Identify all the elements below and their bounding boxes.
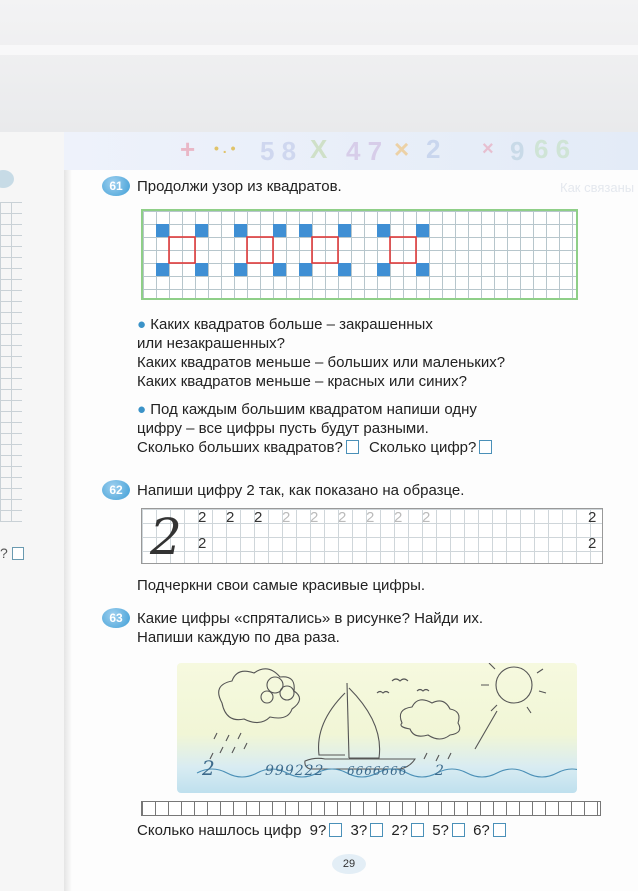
trace-digit: 2 xyxy=(366,509,375,526)
answer-box[interactable] xyxy=(329,823,342,837)
digit-3-label: 3? xyxy=(350,822,368,839)
blue-square xyxy=(299,263,312,276)
blue-square xyxy=(338,263,351,276)
red-square xyxy=(312,237,338,263)
blue-square xyxy=(156,263,169,276)
question-line: цифру – все цифры пусть будут разными. xyxy=(137,420,429,437)
question-text: Под каждым большим квадратом напиши одну xyxy=(150,401,477,418)
count-prompt: Сколько нашлось цифр xyxy=(137,822,302,839)
svg-text:2: 2 xyxy=(202,756,215,780)
bullet-icon: ● xyxy=(137,401,147,418)
scan-top-margin xyxy=(0,0,638,132)
page-number: 29 xyxy=(332,854,366,874)
answer-box[interactable] xyxy=(411,823,424,837)
page-fold-shadow xyxy=(64,132,72,891)
blue-square xyxy=(234,263,247,276)
digit-9-label: 9? xyxy=(309,822,327,839)
pattern-squares xyxy=(143,211,576,298)
question-text: Каких квадратов больше – закрашенных xyxy=(150,316,433,333)
answer-box[interactable] xyxy=(346,440,359,454)
exercise-63-badge: 63 xyxy=(102,608,130,628)
exercise-62-badge: 62 xyxy=(102,480,130,500)
exercise-61-title: Продолжи узор из квадратов. xyxy=(137,178,342,195)
trace-digit: 2 xyxy=(198,509,207,526)
exercise-61-badge: 61 xyxy=(102,176,130,196)
blue-square xyxy=(273,224,286,237)
bullet-icon: ● xyxy=(137,316,147,333)
question-line xyxy=(137,400,477,419)
digits-answer-row[interactable] xyxy=(141,801,601,816)
answer-box[interactable] xyxy=(479,440,492,454)
blue-square xyxy=(416,263,429,276)
question-text: Сколько больших квадратов? xyxy=(137,439,343,456)
left-page-grid xyxy=(0,202,22,522)
svg-text:2: 2 xyxy=(435,763,444,779)
left-page-edge xyxy=(0,132,65,891)
blue-square xyxy=(195,224,208,237)
answer-box[interactable] xyxy=(493,823,506,837)
left-exercise-badge xyxy=(0,170,14,188)
trace-digit: 2 xyxy=(198,535,207,552)
square-pattern-grid xyxy=(141,209,578,300)
bleed-text: Как связаны xyxy=(560,180,635,195)
exercise-63-title: Какие цифры «спрятались» в рисунке? Найди их. xyxy=(137,610,484,627)
question-text: Сколько цифр? xyxy=(368,439,477,456)
svg-text:6666666: 6666666 xyxy=(347,764,408,778)
blue-square xyxy=(377,263,390,276)
svg-text:999222: 999222 xyxy=(265,763,325,779)
left-answer-box[interactable] xyxy=(12,547,24,560)
digit-2-label: 2? xyxy=(391,822,409,839)
answer-box[interactable] xyxy=(452,823,465,837)
trace-digit: 2 xyxy=(588,535,597,552)
question-line: Каких квадратов меньше – красных или синих? xyxy=(137,373,468,390)
picture-drawing xyxy=(177,663,577,793)
trace-digit: 2 xyxy=(226,509,235,526)
answer-box[interactable] xyxy=(370,823,383,837)
trace-digit: 2 xyxy=(254,509,263,526)
sample-digit: 2 xyxy=(150,508,182,566)
hidden-digits-picture xyxy=(177,663,577,793)
trace-digit: 2 xyxy=(394,509,403,526)
question-line: Каких квадратов меньше – больших или маленьких? xyxy=(137,354,506,371)
exercise-62-title: Напиши цифру 2 так, как показано на образце. xyxy=(137,482,465,499)
blue-square xyxy=(234,224,247,237)
trace-digit: 2 xyxy=(310,509,319,526)
blue-square xyxy=(299,224,312,237)
blue-square xyxy=(338,224,351,237)
trace-digit: 2 xyxy=(282,509,291,526)
exercise-62-footer: Подчеркни свои самые красивые цифры. xyxy=(137,577,426,594)
blue-square xyxy=(416,224,429,237)
trace-digit: 2 xyxy=(588,509,597,526)
question-line xyxy=(137,438,492,457)
red-square xyxy=(169,237,195,263)
question-line: или незакрашенных? xyxy=(137,335,286,352)
count-line xyxy=(137,821,506,840)
digit-5-label: 5? xyxy=(432,822,449,839)
decorative-banner: + • . • 5 8 X 4 7 × 2 × 9 6 6 xyxy=(64,132,638,170)
blue-square xyxy=(377,224,390,237)
question-line xyxy=(137,315,433,334)
trace-digit: 2 xyxy=(338,509,347,526)
exercise-63-subtitle: Напиши каждую по два раза. xyxy=(137,629,340,646)
copybook-row[interactable] xyxy=(141,508,603,564)
left-question-mark: ? xyxy=(0,545,8,561)
digit-6-label: 6? xyxy=(473,822,490,839)
blue-square xyxy=(273,263,286,276)
blue-square xyxy=(156,224,169,237)
blue-square xyxy=(195,263,208,276)
red-square xyxy=(390,237,416,263)
trace-digit: 2 xyxy=(422,509,431,526)
red-square xyxy=(247,237,273,263)
